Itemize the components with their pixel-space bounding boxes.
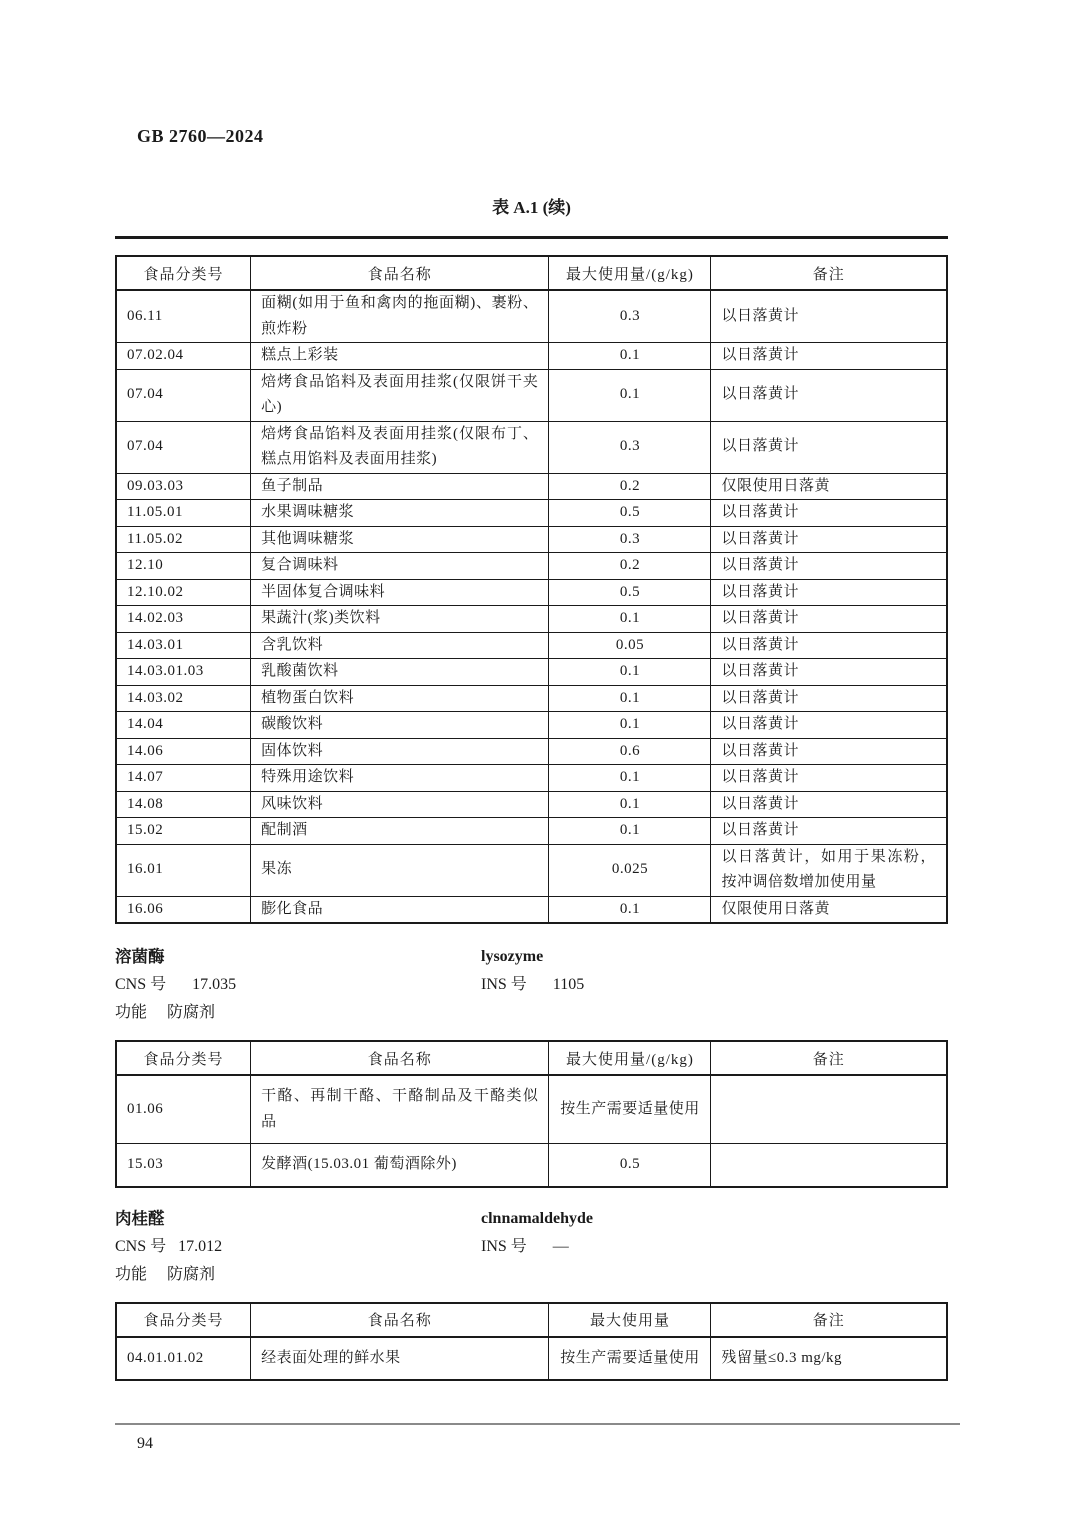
remark: 以日落黄计 [711,818,947,845]
max-usage-value: 0.5 [549,1144,711,1187]
food-category-code: 14.02.03 [116,606,251,633]
max-usage-value: 0.5 [549,579,711,606]
standard-code: GB 2760—2024 [137,126,264,146]
header-max-usage: 最大使用量/(g/kg) [549,1041,711,1075]
title-divider-rule [115,236,948,239]
header-max-usage: 最大使用量 [549,1303,711,1337]
max-usage-value: 0.1 [549,369,711,421]
cns-field [115,1236,481,1258]
footer-divider-rule [115,1423,960,1425]
table-row [116,765,947,792]
food-category-code: 11.05.01 [116,500,251,527]
remark: 以日落黄计 [711,632,947,659]
table-row [116,818,947,845]
food-name: 特殊用途饮料 [251,765,549,792]
food-category-code: 15.02 [116,818,251,845]
additive-name-row [115,946,948,968]
page-number: 94 [137,1435,153,1452]
food-name: 果蔬汁(浆)类饮料 [251,606,549,633]
table-row [116,659,947,686]
remark [711,1075,947,1144]
remark: 以日落黄计 [711,579,947,606]
remark: 以日落黄计 [711,421,947,473]
table-row [116,896,947,923]
food-name: 膨化食品 [251,896,549,923]
table-row [116,791,947,818]
table-row [116,500,947,527]
max-usage-value: 0.3 [549,526,711,553]
remark: 以日落黄计 [711,712,947,739]
table-header-row [116,256,947,290]
food-category-code: 14.08 [116,791,251,818]
max-usage-value: 0.1 [549,818,711,845]
cns-value: 17.012 [178,1237,223,1255]
table-header [116,1303,947,1337]
food-category-code: 04.01.01.02 [116,1337,251,1381]
food-name: 其他调味糖浆 [251,526,549,553]
food-name: 面糊(如用于鱼和禽肉的拖面糊)、裹粉、煎炸粉 [251,290,549,343]
table-row [116,685,947,712]
table-row [116,421,947,473]
table-row [116,844,947,896]
food-category-code: 07.02.04 [116,343,251,370]
max-usage-value: 0.2 [549,553,711,580]
remark: 以日落黄计 [711,343,947,370]
food-name: 碳酸饮料 [251,712,549,739]
remark: 以日落黄计 [711,500,947,527]
header-food-name: 食品名称 [251,1303,549,1337]
header-food-name: 食品名称 [251,1041,549,1075]
food-name: 乳酸菌饮料 [251,659,549,686]
remark: 以日落黄计 [711,659,947,686]
max-usage-value: 0.1 [549,896,711,923]
food-category-code: 11.05.02 [116,526,251,553]
max-usage-value: 0.05 [549,632,711,659]
food-name: 焙烤食品馅料及表面用挂浆(仅限布丁、糕点用馅料及表面用挂浆) [251,421,549,473]
food-name: 固体饮料 [251,738,549,765]
food-category-code: 12.10.02 [116,579,251,606]
max-usage-value: 0.3 [549,421,711,473]
ins-value: — [552,1237,569,1255]
table-row [116,526,947,553]
remark: 以日落黄计，如用于果冻粉，按冲调倍数增加使用量 [711,844,947,896]
food-name: 鱼子制品 [251,473,549,500]
table-row [116,553,947,580]
food-category-code: 16.06 [116,896,251,923]
usage-table-sunset-yellow [115,255,948,924]
remark: 以日落黄计 [711,791,947,818]
additive-name-en: lysozyme [481,948,544,965]
usage-table-lysozyme [115,1040,948,1188]
table-row [116,473,947,500]
table-body [116,1337,947,1381]
page-content [115,0,948,1453]
table-body [116,1075,947,1187]
header-max-usage: 最大使用量/(g/kg) [549,256,711,290]
max-usage-value: 0.1 [549,712,711,739]
table-row [116,290,947,343]
food-category-code: 01.06 [116,1075,251,1144]
table-row [116,712,947,739]
max-usage-value: 0.1 [549,791,711,818]
header-remark: 备注 [711,256,947,290]
max-usage-value: 0.3 [549,290,711,343]
additive-id-row [115,974,948,996]
remark: 以日落黄计 [711,738,947,765]
food-name: 糕点上彩装 [251,343,549,370]
food-name: 经表面处理的鲜水果 [251,1337,549,1381]
max-usage-value: 0.1 [549,659,711,686]
remark: 仅限使用日落黄 [711,896,947,923]
max-usage-value: 0.2 [549,473,711,500]
table-row [116,1337,947,1381]
remark: 以日落黄计 [711,765,947,792]
additive-function-row [115,1264,948,1286]
max-usage-value: 0.1 [549,343,711,370]
header-food-category-code: 食品分类号 [116,1303,251,1337]
additive-section-cinnamaldehyde [115,1208,948,1286]
max-usage-value: 0.1 [549,606,711,633]
table-header-row [116,1303,947,1337]
food-name: 复合调味料 [251,553,549,580]
food-category-code: 14.04 [116,712,251,739]
function-value: 防腐剂 [167,1265,216,1283]
additive-name-zh: 肉桂醛 [115,1208,165,1228]
food-name: 植物蛋白饮料 [251,685,549,712]
ins-label: INS 号 [481,1237,527,1255]
max-usage-value: 0.025 [549,844,711,896]
ins-label: INS 号 [481,976,527,993]
food-category-code: 16.01 [116,844,251,896]
food-name: 干酪、再制干酪、干酪制品及干酪类似品 [251,1075,549,1144]
food-category-code: 14.03.01.03 [116,659,251,686]
food-category-code: 12.10 [116,553,251,580]
additive-name-zh: 溶菌酶 [115,947,165,966]
table-row [116,1075,947,1144]
header-food-name: 食品名称 [251,256,549,290]
ins-value: 1105 [552,976,585,993]
food-category-code: 14.03.01 [116,632,251,659]
function-label: 功能 [115,1004,148,1021]
remark: 仅限使用日落黄 [711,473,947,500]
additive-function-row [115,1002,948,1024]
ins-field [481,1236,569,1258]
remark: 以日落黄计 [711,606,947,633]
header-remark: 备注 [711,1303,947,1337]
table-header [116,1041,947,1075]
food-name: 水果调味糖浆 [251,500,549,527]
food-category-code: 06.11 [116,290,251,343]
food-name: 果冻 [251,844,549,896]
food-name: 含乳饮料 [251,632,549,659]
remark: 以日落黄计 [711,369,947,421]
additive-section-lysozyme [115,946,948,1024]
function-label: 功能 [115,1265,148,1283]
food-category-code: 07.04 [116,421,251,473]
header-food-category-code: 食品分类号 [116,256,251,290]
max-usage-value: 0.1 [549,685,711,712]
max-usage-value: 0.5 [549,500,711,527]
cns-field [115,974,481,996]
table-row [116,343,947,370]
header-remark: 备注 [711,1041,947,1075]
food-category-code: 09.03.03 [116,473,251,500]
usage-table-cinnamaldehyde [115,1302,948,1382]
additive-id-row [115,1236,948,1258]
additive-name-row [115,1208,948,1230]
remark: 以日落黄计 [711,685,947,712]
table-row [116,369,947,421]
food-category-code: 07.04 [116,369,251,421]
food-category-code: 15.03 [116,1144,251,1187]
remark: 以日落黄计 [711,553,947,580]
ins-field [481,974,584,996]
additive-name-en: clnnamaldehyde [481,1209,594,1227]
header-food-category-code: 食品分类号 [116,1041,251,1075]
max-usage-value: 0.6 [549,738,711,765]
max-usage-value: 按生产需要适量使用 [549,1075,711,1144]
remark: 以日落黄计 [711,290,947,343]
food-name: 焙烤食品馅料及表面用挂浆(仅限饼干夹心) [251,369,549,421]
food-name: 发酵酒(15.03.01 葡萄酒除外) [251,1144,549,1187]
table-header [116,256,947,290]
remark: 残留量≤0.3 mg/kg [711,1337,947,1381]
table-row [116,632,947,659]
cns-label: CNS 号 [115,976,167,993]
remark: 以日落黄计 [711,526,947,553]
food-category-code: 14.06 [116,738,251,765]
max-usage-value: 按生产需要适量使用 [549,1337,711,1381]
food-category-code: 14.07 [116,765,251,792]
table-row [116,579,947,606]
food-name: 配制酒 [251,818,549,845]
food-name: 半固体复合调味料 [251,579,549,606]
table-row [116,606,947,633]
food-category-code: 14.03.02 [116,685,251,712]
table-row [116,1144,947,1187]
max-usage-value: 0.1 [549,765,711,792]
table-title: 表 A.1 (续) [492,198,571,217]
function-value: 防腐剂 [167,1004,216,1021]
table-header-row [116,1041,947,1075]
cns-value: 17.035 [192,976,237,993]
food-name: 风味饮料 [251,791,549,818]
table-row [116,738,947,765]
cns-label: CNS 号 [115,1237,167,1255]
remark [711,1144,947,1187]
table-body [116,290,947,923]
